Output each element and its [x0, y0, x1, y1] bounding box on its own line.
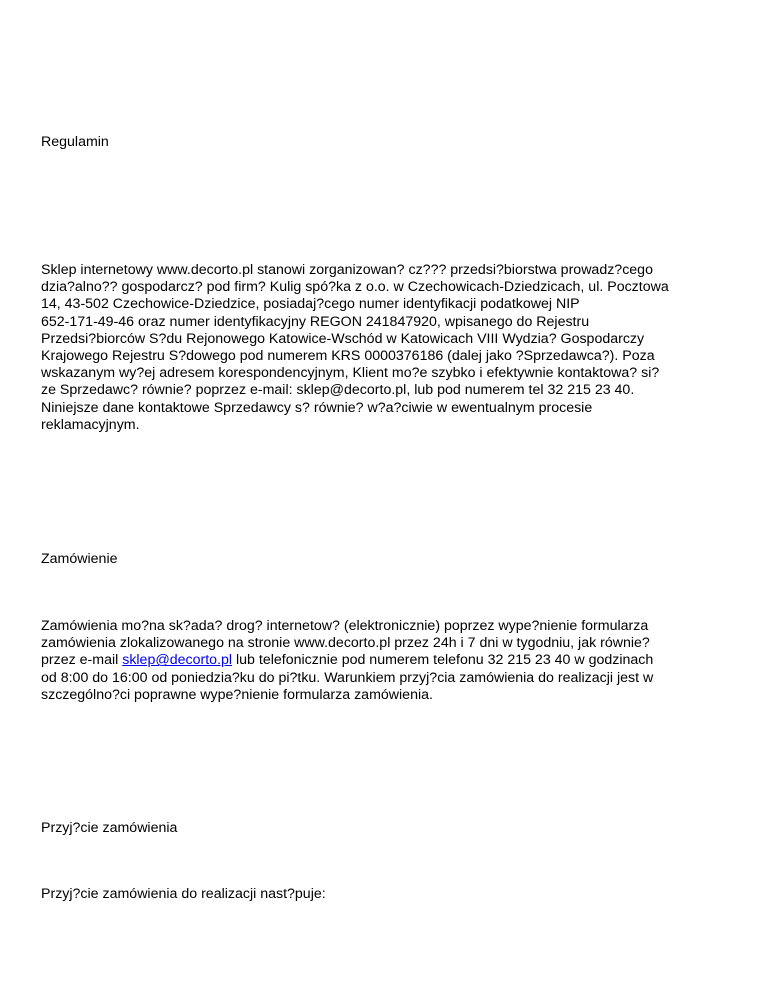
email-link[interactable]: sklep@decorto.pl — [122, 652, 233, 669]
order-paragraph — [41, 618, 741, 704]
intro-line: wskazanym wy?ej adresem korespondencyjnym, Klient mo?e szybko i efektywnie kontaktowa? si? — [41, 365, 660, 382]
intro-line: 14, 43-502 Czechowice-Dziedzice, posiadaj?cego numer identyfikacji podatkowej NIP — [41, 296, 580, 313]
order-line: Zamówienia mo?na sk?ada? drog? internetow? (elektronicznie) poprzez wype?nienie formularza — [41, 618, 649, 634]
section-heading-order: Zamówienie — [41, 551, 118, 567]
intro-line: Sklep internetowy www.decorto.pl stanowi zorganizowan? cz??? przedsi?biorstwa prowadz?cego — [41, 262, 653, 278]
intro-line: Niniejsze dane kontaktowe Sprzedawcy s? równie? w?a?ciwie w ewentualnym procesie — [41, 399, 593, 416]
order-line-text-before: przez e-mail — [41, 652, 123, 669]
page-title: Regulamin — [41, 134, 109, 150]
order-line: zamówienia zlokalizowanego na stronie www.decorto.pl przez 24h i 7 dni w tygodniu, jak równie? — [41, 635, 650, 652]
intro-paragraph — [41, 262, 741, 434]
intro-line: dzia?alno?? gospodarcz? pod firm? Kulig spó?ka z o.o. w Czechowicach-Dziedzicach, ul. Pocztowa — [41, 279, 669, 296]
intro-line: 652-171-49-46 oraz numer identyfikacyjny REGON 241847920, wpisanego do Rejestru — [41, 313, 590, 330]
intro-line: Przedsi?biorców S?du Rejonowego Katowice-Wschód w Katowicach VIII Wydzia? Gospodarczy — [41, 330, 645, 347]
intro-line: Krajowego Rejestru S?dowego pod numerem KRS 0000376186 (dalej jako ?Sprzedawca?). Poza — [41, 348, 655, 365]
intro-line: reklamacyjnym. — [41, 416, 140, 433]
order-line: szczególno?ci poprawne wype?nienie formularza zamówienia. — [41, 686, 433, 703]
intro-line: ze Sprzedawc? równie? poprzez e-mail: sklep@decorto.pl, lub pod numerem tel 32 215 23 40. — [41, 382, 635, 399]
order-line-with-link — [41, 652, 741, 669]
section-heading-acceptance: Przyj?cie zamówienia — [41, 820, 178, 836]
order-line: od 8:00 do 16:00 od poniedzia?ku do pi?tku. Warunkiem przyj?cia zamówienia do realizacji jest w — [41, 669, 654, 686]
acceptance-intro: Przyj?cie zamówienia do realizacji nast?puje: — [41, 886, 326, 902]
order-line-text-after: lub telefonicznie pod numerem telefonu 32 215 23 40 w godzinach — [232, 652, 654, 669]
